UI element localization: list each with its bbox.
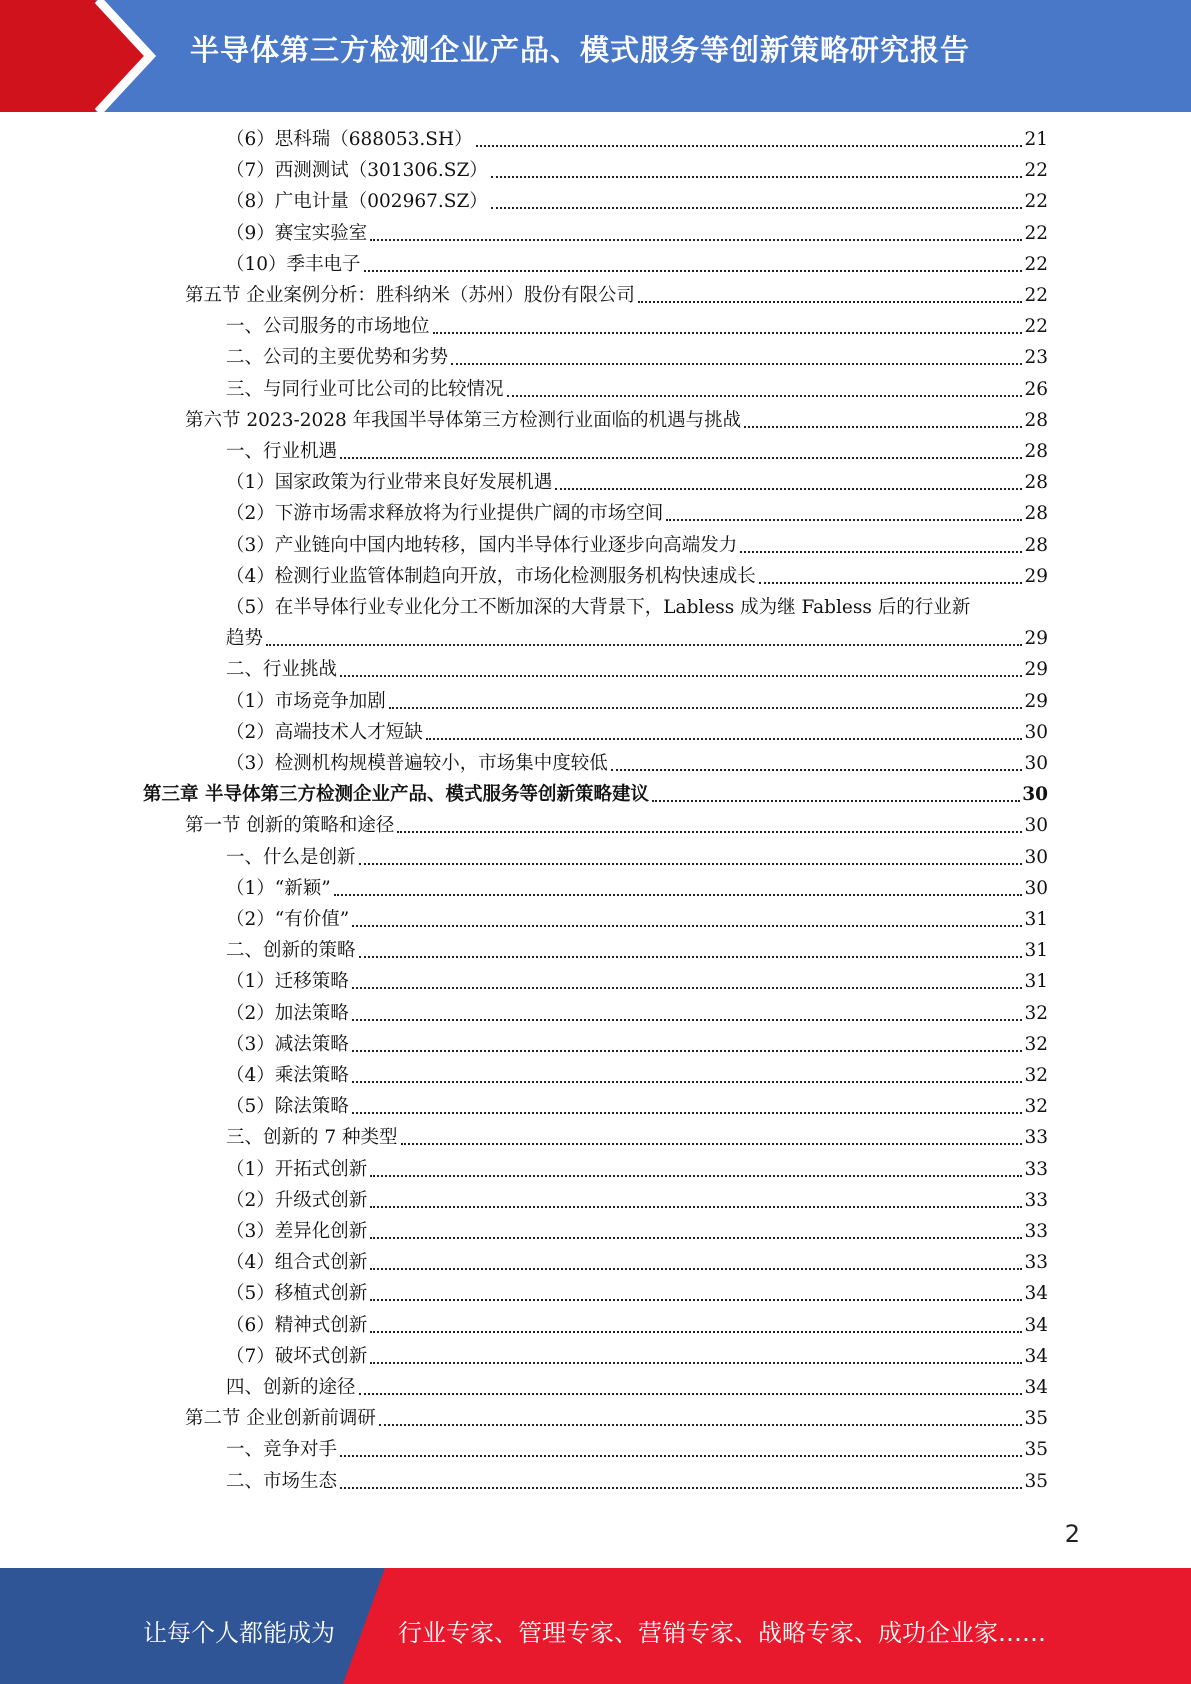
toc-dot-leader — [266, 644, 1022, 646]
toc-dot-leader — [370, 239, 1022, 241]
toc-entry[interactable] — [226, 533, 1048, 559]
toc-entry[interactable] — [226, 314, 1048, 340]
toc-dot-leader — [370, 1331, 1022, 1333]
toc-entry[interactable] — [226, 876, 1048, 902]
toc-entry-title: （3）检测机构规模普遍较小，市场集中度较低 — [226, 753, 608, 774]
toc-entry-page: 29 — [1024, 628, 1048, 650]
toc-dot-leader — [352, 925, 1022, 927]
toc-entry-page: 30 — [1024, 753, 1048, 774]
toc-dot-leader — [426, 738, 1023, 740]
toc-entry[interactable] — [226, 1125, 1048, 1151]
toc-entry-title: （3）差异化创新 — [226, 1221, 368, 1242]
toc-entry-title: （6）思科瑞（688053.SH） — [226, 129, 473, 150]
toc-entry[interactable] — [226, 1281, 1048, 1307]
toc-dot-leader — [334, 894, 1023, 896]
toc-dot-leader — [340, 675, 1022, 677]
toc-entry[interactable] — [226, 907, 1048, 933]
toc-entry-page: 30 — [1024, 721, 1048, 743]
toc-entry[interactable] — [226, 845, 1048, 871]
toc-entry-title: （2）“有价值” — [226, 909, 350, 930]
toc-entry-title: （4）检测行业监管体制趋向开放，市场化检测服务机构快速成长 — [226, 565, 756, 587]
toc-entry-page: 34 — [1024, 1314, 1048, 1336]
toc-entry-page: 35 — [1024, 1470, 1048, 1492]
toc-entry[interactable] — [226, 1469, 1048, 1495]
toc-entry-title: （3）产业链向中国内地转移，国内半导体行业逐步向高端发力 — [226, 534, 738, 556]
footer-slogan-left: 让每个人都能成为 — [143, 1619, 335, 1647]
toc-dot-leader — [491, 207, 1023, 209]
toc-entry-page: 29 — [1024, 565, 1048, 587]
toc-dot-leader — [370, 1299, 1022, 1301]
toc-entry-page: 29 — [1024, 659, 1048, 681]
toc-entry[interactable] — [226, 1063, 1048, 1089]
toc-entry-page: 28 — [1024, 441, 1048, 462]
toc-dot-leader — [507, 395, 1023, 397]
toc-entry[interactable] — [143, 782, 1048, 808]
toc-entry-page: 28 — [1024, 472, 1048, 494]
toc-entry[interactable] — [226, 1001, 1048, 1027]
toc-entry[interactable] — [226, 1344, 1048, 1370]
toc-dot-leader — [352, 1050, 1023, 1052]
toc-entry[interactable] — [226, 221, 1048, 247]
toc-entry-page: 21 — [1024, 129, 1048, 150]
toc-entry[interactable] — [226, 689, 1048, 715]
toc-entry[interactable] — [226, 470, 1048, 496]
toc-entry-page: 33 — [1024, 1158, 1048, 1180]
toc-entry-page: 32 — [1024, 1065, 1048, 1086]
toc-dot-leader — [370, 1175, 1022, 1177]
toc-entry[interactable] — [185, 1406, 1048, 1432]
toc-entry[interactable] — [226, 127, 1048, 153]
page-number: 2 — [1064, 1520, 1080, 1548]
toc-dot-leader — [433, 332, 1023, 334]
toc-entry-title: 一、公司服务的市场地位 — [226, 316, 430, 338]
toc-entry-title: 一、行业机遇 — [226, 441, 338, 462]
toc-entry-title: （3）减法策略 — [226, 1033, 349, 1055]
toc-entry-title: （7）破坏式创新 — [226, 1345, 368, 1367]
toc-entry[interactable] — [226, 751, 1048, 777]
toc-entry-page: 32 — [1024, 1002, 1048, 1024]
toc-entry[interactable] — [226, 969, 1048, 995]
toc-entry[interactable] — [226, 501, 1048, 527]
toc-dot-leader — [491, 176, 1023, 178]
toc-entry-title: 三、创新的 7 种类型 — [226, 1127, 398, 1149]
toc-entry-title: （5）除法策略 — [226, 1096, 349, 1118]
toc-entry-page: 22 — [1024, 191, 1048, 213]
toc-entry[interactable] — [185, 813, 1048, 839]
toc-entry-page: 32 — [1024, 1033, 1048, 1055]
toc-entry-page: 22 — [1024, 160, 1048, 182]
toc-dot-leader — [555, 488, 1022, 490]
toc-entry[interactable] — [226, 1219, 1048, 1245]
toc-entry-title: 三、与同行业可比公司的比较情况 — [226, 378, 504, 400]
toc-entry[interactable] — [226, 158, 1048, 184]
toc-entry-title: （2）高端技术人才短缺 — [226, 721, 423, 743]
toc-dot-leader — [359, 1393, 1023, 1395]
toc-entry[interactable] — [226, 657, 1048, 683]
toc-entry[interactable] — [226, 720, 1048, 746]
toc-entry-title: （4）乘法策略 — [226, 1065, 349, 1086]
toc-entry-page: 30 — [1024, 815, 1048, 837]
toc-entry-title: （1）市场竞争加剧 — [226, 690, 386, 712]
toc-dot-leader — [476, 145, 1023, 147]
toc-entry-title: （1）国家政策为行业带来良好发展机遇 — [226, 472, 553, 494]
footer-slogan-right: 行业专家、管理专家、营销专家、战略专家、成功企业家…… — [398, 1619, 1046, 1647]
toc-entry-page: 31 — [1024, 909, 1048, 930]
toc-entry-page: 23 — [1024, 347, 1048, 369]
toc-entry-title: （7）西测测试（301306.SZ） — [226, 160, 488, 182]
toc-entry[interactable] — [226, 1250, 1048, 1276]
toc-entry-title: （10）季丰电子 — [226, 253, 361, 275]
toc-entry-page: 22 — [1024, 253, 1048, 275]
toc-entry-page: 22 — [1024, 316, 1048, 338]
toc-dot-leader — [401, 1143, 1023, 1145]
toc-entry-page: 28 — [1024, 503, 1048, 525]
toc-entry-title: 一、竞争对手 — [226, 1439, 338, 1461]
toc-dot-leader — [397, 831, 1022, 833]
toc-dot-leader — [359, 863, 1023, 865]
toc-entry-title: 四、创新的途径 — [226, 1377, 356, 1398]
toc-dot-leader — [370, 1362, 1022, 1364]
toc-dot-leader — [352, 987, 1023, 989]
toc-entry-title: 二、市场生态 — [226, 1470, 338, 1492]
toc-dot-leader — [666, 519, 1022, 521]
toc-entry-title: 二、公司的主要优势和劣势 — [226, 347, 449, 369]
toc-entry-page: 28 — [1024, 534, 1048, 556]
toc-dot-leader — [451, 363, 1022, 365]
toc-entry[interactable] — [226, 439, 1048, 465]
toc-dot-leader — [638, 301, 1023, 303]
toc-entry[interactable] — [185, 408, 1048, 434]
toc-entry-title: （5）移植式创新 — [226, 1283, 368, 1305]
toc-dot-leader — [359, 956, 1023, 958]
report-title: 半导体第三方检测企业产品、模式服务等创新策略研究报告 — [190, 33, 971, 67]
toc-entry-title: 第五节 企业案例分析：胜科纳米（苏州）股份有限公司 — [185, 285, 635, 306]
toc-entry-page: 34 — [1024, 1345, 1048, 1367]
toc-entry[interactable] — [226, 564, 1048, 590]
toc-entry[interactable] — [226, 1094, 1048, 1120]
toc-entry-title: （4）组合式创新 — [226, 1252, 368, 1274]
toc-entry[interactable] — [226, 377, 1048, 403]
toc-entry-page: 33 — [1024, 1252, 1048, 1274]
toc-entry-page: 34 — [1024, 1283, 1048, 1305]
toc-entry-page: 31 — [1024, 940, 1048, 962]
toc-entry-page: 35 — [1024, 1408, 1048, 1430]
toc-dot-leader — [352, 1081, 1023, 1083]
toc-dot-leader — [352, 1112, 1023, 1114]
page-footer — [0, 1568, 1191, 1684]
toc-entry[interactable] — [226, 938, 1048, 964]
toc-entry-title: （9）赛宝实验室 — [226, 222, 368, 244]
toc-entry-page: 33 — [1024, 1221, 1048, 1242]
toc-entry[interactable] — [226, 1313, 1048, 1339]
toc-entry[interactable] — [226, 626, 1048, 652]
toc-entry-page: 26 — [1024, 378, 1048, 400]
toc-entry-page: 22 — [1024, 222, 1048, 244]
toc-entry-title: 第三章 半导体第三方检测企业产品、模式服务等创新策略建议 — [143, 784, 649, 806]
toc-entry-title: 第六节 2023-2028 年我国半导体第三方检测行业面临的机遇与挑战 — [185, 409, 742, 431]
toc-entry-title: （1）迁移策略 — [226, 971, 349, 993]
toc-entry[interactable] — [226, 345, 1048, 371]
toc-dot-leader — [370, 1237, 1022, 1239]
toc-dot-leader — [352, 1019, 1023, 1021]
toc-entry-title: （2）加法策略 — [226, 1002, 349, 1024]
toc-dot-leader — [740, 551, 1022, 553]
toc-entry-page: 30 — [1022, 784, 1048, 806]
page-header — [0, 0, 1191, 112]
toc-entry-title: 一、什么是创新 — [226, 846, 356, 868]
toc-dot-leader — [379, 1424, 1023, 1426]
toc-entry-title: （5）在半导体行业专业化分工不断加深的大背景下，Labless 成为继 Fabless 后的行业新 — [226, 597, 971, 618]
toc-entry-title: （2）下游市场需求释放将为行业提供广阔的市场空间 — [226, 503, 664, 525]
toc-dot-leader — [759, 582, 1023, 584]
toc-entry-title: （1）开拓式创新 — [226, 1158, 368, 1180]
toc-entry[interactable] — [226, 189, 1048, 215]
toc-entry-page: 34 — [1024, 1377, 1048, 1398]
toc-entry-title: （6）精神式创新 — [226, 1314, 368, 1336]
toc-dot-leader — [370, 1206, 1022, 1208]
toc-entry-page: 29 — [1024, 690, 1048, 712]
toc-entry[interactable] — [226, 252, 1048, 278]
toc-entry-title: 二、创新的策略 — [226, 940, 356, 962]
toc-entry-title: 第二节 企业创新前调研 — [185, 1408, 376, 1430]
toc-dot-leader — [340, 457, 1022, 459]
toc-entry-page: 31 — [1024, 971, 1048, 993]
toc-entry[interactable] — [226, 1188, 1048, 1214]
toc-entry[interactable] — [226, 1437, 1048, 1463]
toc-dot-leader — [652, 800, 1020, 802]
toc-dot-leader — [611, 769, 1023, 771]
toc-entry-page: 33 — [1024, 1189, 1048, 1211]
toc-entry-page: 22 — [1024, 285, 1048, 306]
toc-entry[interactable] — [226, 1375, 1048, 1401]
toc-entry[interactable] — [226, 595, 1048, 621]
toc-entry-title: （8）广电计量（002967.SZ） — [226, 191, 488, 213]
toc-entry-page: 28 — [1024, 409, 1048, 431]
toc-dot-leader — [744, 426, 1022, 428]
toc-entry-page: 35 — [1024, 1439, 1048, 1461]
toc-entry-page: 30 — [1024, 846, 1048, 868]
toc-entry-title: （2）升级式创新 — [226, 1189, 368, 1211]
toc-entry-title: 二、行业挑战 — [226, 659, 338, 681]
toc-entry[interactable] — [226, 1032, 1048, 1058]
toc-entry-page: 33 — [1024, 1127, 1048, 1149]
toc-entry-title: 趋势 — [226, 628, 264, 650]
toc-entry-title: （1）“新颖” — [226, 877, 331, 899]
toc-entry-page: 32 — [1024, 1096, 1048, 1118]
toc-dot-leader — [340, 1455, 1022, 1457]
toc-entry[interactable] — [185, 283, 1048, 309]
toc-dot-leader — [370, 1268, 1022, 1270]
toc-dot-leader — [389, 707, 1023, 709]
toc-dot-leader — [340, 1487, 1022, 1489]
toc-entry[interactable] — [226, 1157, 1048, 1183]
toc-entry-title: 第一节 创新的策略和途径 — [185, 815, 395, 837]
toc-dot-leader — [364, 270, 1023, 272]
toc-entry-page: 30 — [1024, 877, 1048, 899]
